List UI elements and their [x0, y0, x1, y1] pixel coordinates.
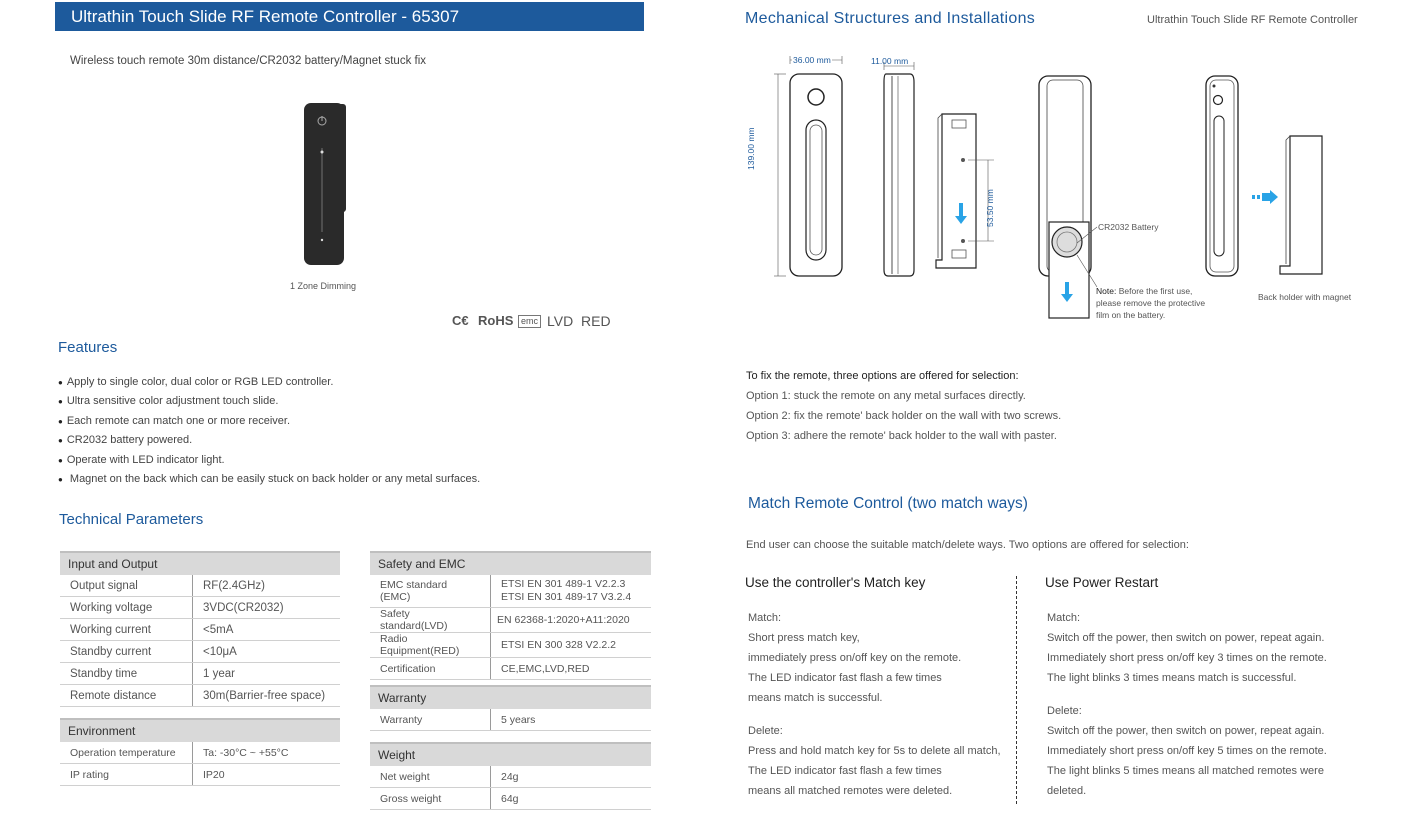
- holder-dimension: 53.50 mm: [985, 189, 995, 227]
- side-view-drawing: [870, 60, 920, 282]
- table-row: Safety standard(LVD) EN 62368-1:2020+A11:2020: [370, 608, 651, 633]
- table-row: Standby time 1 year: [60, 663, 340, 685]
- table-row: Remote distance 30m(Barrier-free space): [60, 685, 340, 707]
- table-title: Weight: [370, 743, 651, 766]
- page-title: Ultrathin Touch Slide RF Remote Controller - 65307: [55, 2, 644, 31]
- remote-back-drawing: [1198, 72, 1248, 282]
- front-view-drawing: [760, 50, 860, 282]
- features-list: [58, 373, 480, 489]
- right-page-header: Ultrathin Touch Slide RF Remote Controller: [1147, 14, 1358, 26]
- table-row: Certification CE,EMC,LVD,RED: [370, 658, 651, 680]
- tech-params-heading: Technical Parameters: [59, 511, 204, 528]
- table-title: Input and Output: [60, 552, 340, 575]
- rohs-logo: RoHS: [478, 313, 514, 328]
- table-row: Warranty 5 years: [370, 709, 651, 731]
- table-row: Operation temperature Ta: -30°C ~ +55°C: [60, 742, 340, 764]
- ce-logo: C€: [452, 313, 469, 328]
- height-dimension: 139.00 mm: [746, 127, 756, 170]
- weight-table: [370, 742, 651, 810]
- power-restart-title: Use Power Restart: [1045, 575, 1159, 590]
- table-row: Output signal RF(2.4GHz): [60, 575, 340, 597]
- lvd-logo: LVD: [547, 313, 574, 329]
- warranty-table: [370, 685, 651, 731]
- list-item: ● Operate with LED indicator light.: [58, 451, 480, 470]
- table-row: Working current <5mA: [60, 619, 340, 641]
- list-item: ● Magnet on the back which can be easily stuck on back holder or any metal surfaces.: [58, 470, 480, 489]
- list-item: ● Each remote can match one or more receiver.: [58, 412, 480, 431]
- environment-table: [60, 718, 340, 786]
- table-row: Working voltage 3VDC(CR2032): [60, 597, 340, 619]
- table-row: EMC standard (EMC) ETSI EN 301 489-1 V2.2.3 ETSI EN 301 489-17 V3.2.4: [370, 575, 651, 608]
- table-row: IP rating IP20: [60, 764, 340, 786]
- width-dimension: 36.00 mm: [793, 55, 831, 65]
- table-title: Warranty: [370, 686, 651, 709]
- back-holder-label: Back holder with magnet: [1258, 292, 1352, 302]
- table-title: Safety and EMC: [370, 552, 651, 575]
- table-row: Radio Equipment(RED) ETSI EN 300 328 V2.2.2: [370, 633, 651, 658]
- fix-option-1: Option 1: stuck the remote on any metal surfaces directly.: [746, 390, 1026, 402]
- list-item: ● Apply to single color, dual color or RGB LED controller.: [58, 373, 480, 392]
- fix-intro: To fix the remote, three options are offered for selection:: [746, 370, 1019, 382]
- list-item: ● CR2032 battery powered.: [58, 431, 480, 450]
- list-item: ● Ultra sensitive color adjustment touch slide.: [58, 392, 480, 411]
- table-row: Gross weight 64g: [370, 788, 651, 810]
- table-title: Environment: [60, 719, 340, 742]
- features-heading: Features: [58, 339, 118, 356]
- power-restart-instructions: Match: Switch off the power, then switch on power, repeat again. Immediately short press on/off key 3 times on the remote. The light blinks 3 times means match is successful. Delete: Switch off the power, then switch on power, repeat again. Immediately short press on/off key 5 times on the remote. The light blinks 5 times means all matched remotes were deleted.: [1047, 612, 1327, 797]
- red-logo: RED: [581, 313, 611, 329]
- wall-holder-drawing: [1276, 130, 1336, 280]
- match-intro: End user can choose the suitable match/delete ways. Two options are offered for selection:: [746, 539, 1189, 551]
- thickness-dimension: 11.00 mm: [871, 56, 909, 66]
- emc-logo: emc: [518, 315, 541, 328]
- match-heading: Match Remote Control (two match ways): [748, 495, 1028, 512]
- input-output-table: [60, 551, 340, 707]
- battery-label: CR2032 Battery: [1098, 222, 1159, 232]
- mech-heading: Mechanical Structures and Installations: [745, 10, 1036, 27]
- match-key-instructions: Match: Short press match key, immediately press on/off key on the remote. The LED indicator fast flash a few times means match is successful. Delete: Press and hold match key for 5s to delete all match, The LED indicator fast flash a few times means all matched remotes were deleted.: [748, 612, 1001, 797]
- fix-option-3: Option 3: adhere the remote' back holder to the wall with paster.: [746, 430, 1057, 442]
- remote-product-image: [298, 100, 350, 268]
- table-row: Standby current <10μA: [60, 641, 340, 663]
- battery-note: Note: Before the first use, please remove the protective film on the battery.: [1096, 286, 1206, 320]
- product-caption: 1 Zone Dimming: [290, 281, 357, 291]
- column-divider: [1016, 576, 1017, 804]
- table-row: Net weight 24g: [370, 766, 651, 788]
- fix-option-2: Option 2: fix the remote' back holder on the wall with two screws.: [746, 410, 1062, 422]
- safety-emc-table: [370, 551, 651, 680]
- match-key-title: Use the controller's Match key: [745, 575, 926, 590]
- product-subtitle: Wireless touch remote 30m distance/CR2032 battery/Magnet stuck fix: [70, 55, 427, 67]
